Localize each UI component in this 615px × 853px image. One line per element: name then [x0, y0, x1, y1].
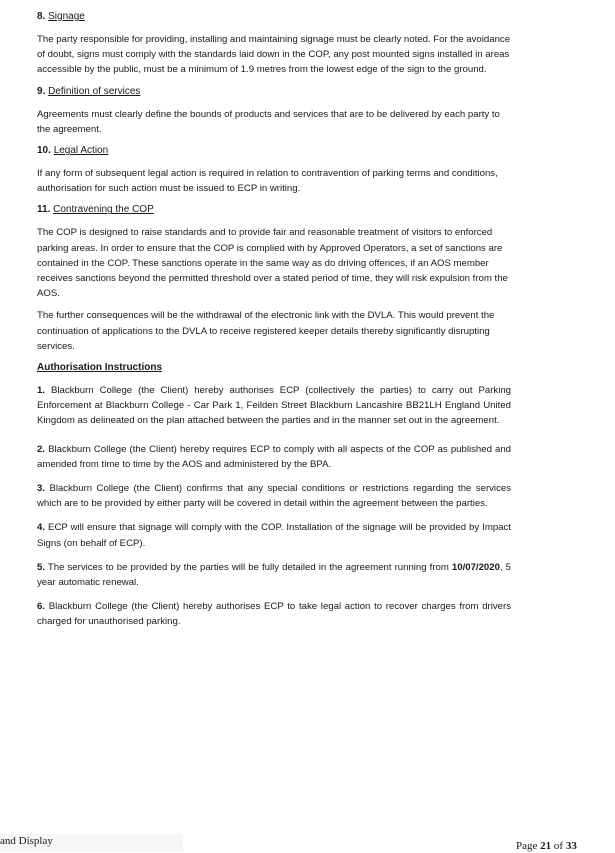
item-text: The services to be provided by the parties will be fully detailed in the agreement running from [47, 561, 449, 573]
section-number: 10. [37, 145, 51, 157]
item-number: 3. [37, 483, 46, 495]
section-11-text-1: The COP is designed to raise standards and to provide fair and reasonable treatment of visitors to enforced parking areas. In order to ensure that the COP is complied with by Approved Operators, a set of sanctions are contained in the COP. These sanctions operate in the same way as do driving offences, if an AOS member receives sanctions beyond the permitted threshold over a stated period of time, they will risk expulsion from the AOS. [37, 227, 508, 300]
item-number: 4. [37, 522, 46, 534]
section-title: Signage [48, 11, 85, 22]
item-text: Blackburn College (the Client) confirms that any special conditions or restrictions regarding the services which are to be provided by either party will be covered in detail within the agreement between the parties. [37, 483, 511, 510]
item-number: 2. [37, 443, 46, 455]
current-page: 21 [540, 840, 552, 852]
auth-item-2 [37, 442, 511, 472]
section-number: 9. [37, 85, 46, 97]
section-8-text: The party responsible for providing, installing and maintaining signage must be clearly noted. For the avoidance of doubt, signs must comply with the standards laid down in the COP, any post mounted signs installed in areas accessible by the public, must be a minimum of 1.9 metres from the lowest edge of the sign to the ground. [37, 34, 511, 76]
auth-item-1 [37, 383, 511, 429]
section-10-heading [37, 144, 511, 157]
item-number: 6. [37, 601, 46, 613]
item-text: Blackburn College (the Client) hereby authorises ECP (collectively the parties) to carry out Parking Enforcement at Blackburn College - Car Park 1, Feilden Street Blackburn Lancashire BB21LH England United Kingdom as delineated on the plan attached between the parties and in the manner set out in the agreement. [37, 385, 511, 427]
item-text: Blackburn College (the Client) hereby authorises ECP to take legal action to recover charges from drivers charged for unauthorised parking. [37, 601, 512, 628]
page-label: Page [516, 840, 538, 852]
page-number [516, 839, 577, 853]
auth-item-6 [37, 599, 511, 629]
authorisation-heading: Authorisation Instructions [37, 362, 162, 374]
item-number: 5. [37, 561, 46, 573]
item-number: 1. [37, 385, 46, 397]
section-9-text: Agreements must clearly define the bounds of products and services that are to be delivered by each party to the agreement. [37, 108, 500, 135]
of-label: of [553, 840, 564, 852]
section-number: 8. [37, 11, 46, 22]
document-body [37, 10, 511, 637]
section-9-heading [37, 85, 511, 98]
section-title: Contravening the COP [53, 204, 154, 216]
footer-left-text: and Display [0, 834, 183, 852]
auth-item-5 [37, 560, 511, 590]
section-11-text-2: The further consequences will be the withdrawal of the electronic link with the DVLA. This would prevent the continuation of applications to the DVLA to receive registered keeper details thereby significantly disrupting services. [37, 310, 495, 352]
item-text: Blackburn College (the Client) hereby requires ECP to comply with all aspects of the COP as published and amended from time to time by the AOS and administered by the BPA. [37, 443, 512, 470]
total-pages: 33 [565, 840, 577, 852]
item-text: ECP will ensure that signage will comply with the COP. Installation of the signage will be provided by Impact Signs (on behalf of ECP). [37, 522, 512, 549]
section-11-heading [37, 203, 511, 216]
item-date: 10/07/2020 [451, 561, 500, 573]
auth-item-4 [37, 520, 511, 550]
item-tail: , 5 year automatic renewal. [37, 561, 511, 589]
section-title: Definition of services [48, 85, 141, 97]
section-title: Legal Action [53, 145, 109, 157]
section-10-text: If any form of subsequent legal action is required in relation to contravention of parking terms and conditions, authorisation for such action must be issued to ECP in writing. [37, 168, 498, 195]
auth-item-3 [37, 481, 511, 511]
section-number: 11. [37, 204, 51, 216]
section-8-heading [37, 10, 511, 23]
